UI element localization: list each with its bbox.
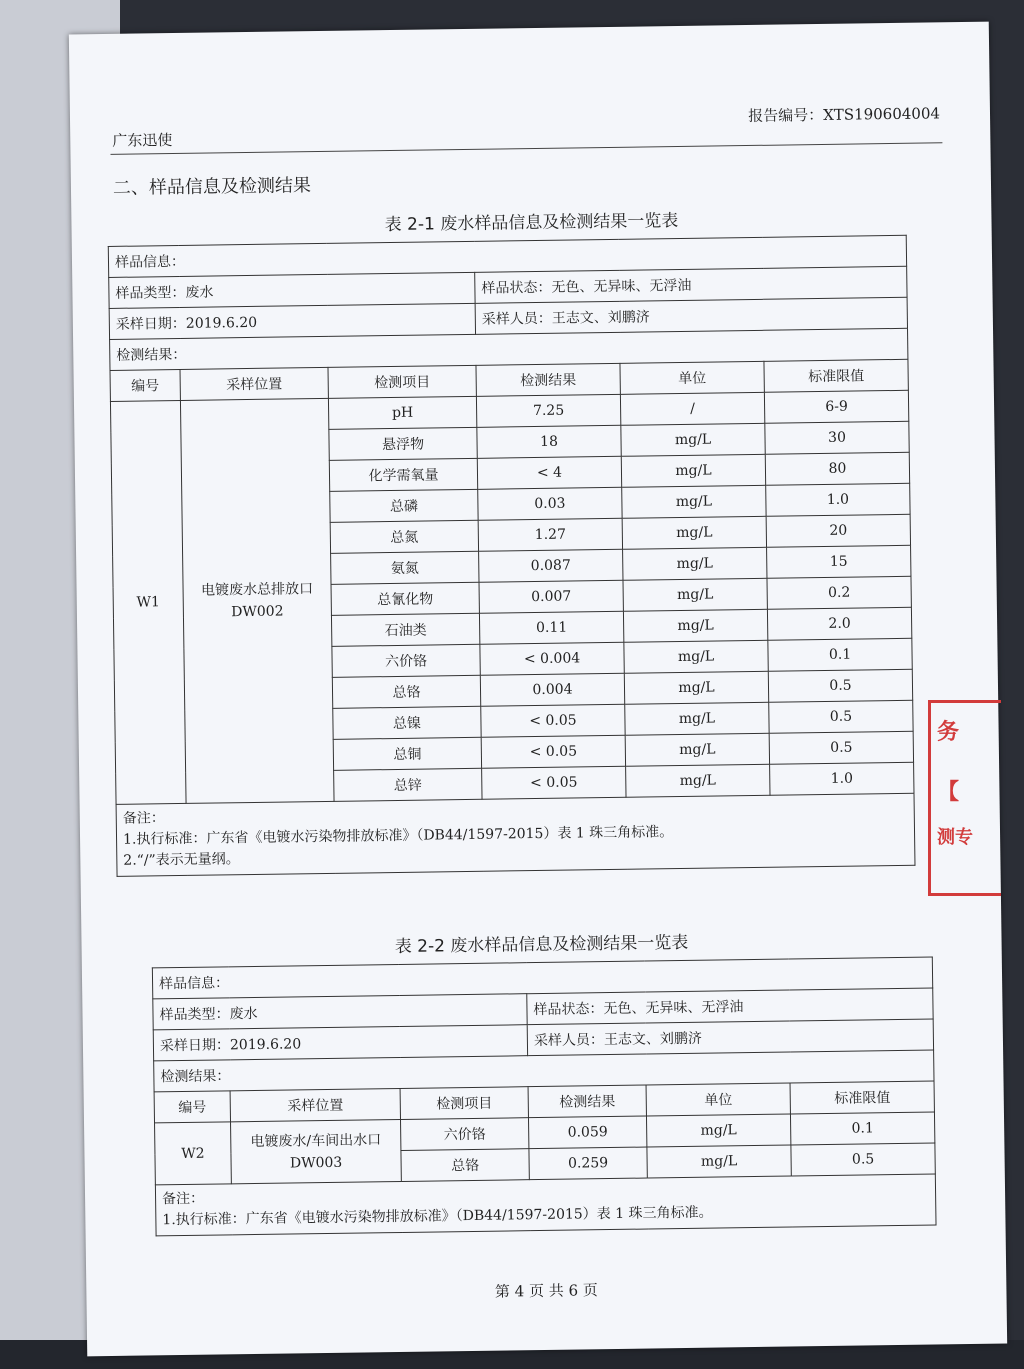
table2-sample-type: 样品类型：废水 — [153, 994, 527, 1030]
table1-unit: mg/L — [623, 609, 767, 642]
table1-limit: 15 — [767, 545, 911, 578]
table1-limit: 20 — [766, 514, 910, 547]
table2-col-header: 采样位置 — [230, 1088, 400, 1121]
table1-limit: 0.5 — [769, 731, 913, 764]
table1-result: 0.004 — [480, 673, 624, 706]
table1-result: 1.27 — [478, 518, 622, 551]
table1-result: 7.25 — [476, 394, 620, 427]
table1-unit: mg/L — [625, 733, 769, 766]
table2-limit: 0.1 — [790, 1112, 934, 1145]
table2-note-label: 备注： — [161, 1190, 205, 1208]
table2-title: 表 2-2 废水样品信息及检测结果一览表 — [394, 932, 689, 958]
table1-item: 总铜 — [333, 737, 481, 770]
table1 — [108, 235, 916, 877]
page-footer: 第 4 页 共 6 页 — [494, 1281, 598, 1301]
table1-sampler: 采样人员：王志文、刘鹏济 — [475, 297, 907, 334]
table1-note: 1.执行标准：广东省《电镀水污染物排放标准》（DB44/1597-2015）表 1 珠三角标准。 — [122, 824, 674, 848]
table1-item: 石油类 — [331, 613, 479, 646]
table2-unit: mg/L — [647, 1145, 791, 1178]
table1-note-label: 备注： — [122, 810, 165, 827]
table1-item: 六价铬 — [332, 644, 480, 677]
table1-results-label: 检测结果： — [110, 328, 908, 370]
table1-sample-state: 样品状态：无色、无异味、无浮油 — [475, 266, 907, 303]
table1-result: 0.007 — [479, 580, 623, 613]
table1-item: 氨氮 — [331, 551, 479, 584]
table1-item: 总磷 — [330, 489, 478, 522]
red-stamp — [928, 700, 1001, 896]
table2-sample-state: 样品状态：无色、无异味、无浮油 — [527, 988, 933, 1025]
table1-result: < 0.05 — [481, 735, 625, 768]
table2-notes — [155, 1174, 936, 1236]
table1-limit: 0.5 — [769, 700, 913, 733]
table1-col-header: 检测项目 — [328, 365, 476, 398]
table1-notes — [116, 793, 915, 876]
table1-col-header: 编号 — [110, 369, 180, 401]
company-name: 广东迅使 — [112, 131, 173, 150]
section-title: 二、样品信息及检测结果 — [112, 175, 312, 199]
table1-item: 总锌 — [334, 768, 482, 801]
table1-item: 化学需氧量 — [329, 458, 477, 491]
table1-note: 2.“/”表示无量纲。 — [123, 851, 240, 869]
table1-unit: mg/L — [621, 454, 765, 487]
table1-limit: 30 — [765, 421, 909, 454]
table1-limit: 2.0 — [767, 607, 911, 640]
table2 — [152, 957, 937, 1237]
table2-sampler: 采样人员：王志文、刘鹏济 — [527, 1019, 933, 1056]
table2-sample-date: 采样日期：2019.6.20 — [153, 1025, 527, 1061]
table2-result: 0.059 — [528, 1116, 646, 1149]
table1-unit: mg/L — [623, 578, 767, 611]
table1-result: < 4 — [477, 456, 621, 489]
table1-result: 0.087 — [479, 549, 623, 582]
table2-col-header: 检测结果 — [528, 1085, 646, 1118]
table1-item: pH — [328, 396, 476, 429]
table1-result: < 0.05 — [481, 704, 625, 737]
table1-item: 总氮 — [330, 520, 478, 553]
stamp-text: 测专 — [937, 827, 973, 848]
table1-limit: 80 — [765, 452, 909, 485]
table1-item: 总铬 — [332, 675, 480, 708]
table2-location: 电镀废水/车间出水口 DW003 — [231, 1119, 402, 1183]
table1-result: 0.11 — [479, 611, 623, 644]
table2-col-header: 标准限值 — [790, 1081, 934, 1114]
table1-unit: / — [620, 392, 764, 425]
table2-col-header: 单位 — [646, 1083, 790, 1116]
table1-title: 表 2-1 废水样品信息及检测结果一览表 — [384, 210, 679, 236]
table2-item: 六价铬 — [400, 1118, 528, 1151]
table1-limit: 0.1 — [768, 638, 912, 671]
header-divider — [110, 142, 942, 155]
table2-note: 1.执行标准：广东省《电镀水污染物排放标准》（DB44/1597-2015）表 1 珠三角标准。 — [162, 1204, 713, 1229]
table1-col-header: 标准限值 — [764, 359, 908, 392]
report-number: 报告编号：XTS190604004 — [748, 104, 941, 126]
table1-unit: mg/L — [622, 485, 766, 518]
table1-sample-type: 样品类型：废水 — [109, 272, 475, 308]
table1-unit: mg/L — [625, 702, 769, 735]
table1-limit: 1.0 — [766, 483, 910, 516]
table1-limit: 0.2 — [767, 576, 911, 609]
table1-result: 0.03 — [478, 487, 622, 520]
table2-col-header: 编号 — [154, 1091, 230, 1123]
table1-sample-date: 采样日期：2019.6.20 — [109, 303, 475, 339]
table2-sample-info-label: 样品信息： — [152, 957, 932, 999]
table1-sample-info-label: 样品信息： — [108, 235, 906, 277]
table1-unit: mg/L — [622, 516, 766, 549]
table1-unit: mg/L — [626, 764, 770, 797]
table1-unit: mg/L — [624, 671, 768, 704]
table1-limit: 6-9 — [764, 390, 908, 423]
table1-sample-id: W1 — [110, 400, 186, 804]
table1-unit: mg/L — [624, 640, 768, 673]
table2-results-label: 检测结果： — [154, 1050, 934, 1092]
stamp-text: 务 — [937, 719, 960, 745]
table2-col-header: 检测项目 — [400, 1087, 528, 1120]
table1-item: 总氰化物 — [331, 582, 479, 615]
table1-location: 电镀废水总排放口 DW002 — [180, 398, 334, 803]
table1-limit: 1.0 — [770, 762, 914, 795]
document-page — [69, 22, 1007, 1357]
table1-unit: mg/L — [623, 547, 767, 580]
table1-result: < 0.004 — [480, 642, 624, 675]
table1-result: < 0.05 — [482, 766, 626, 799]
table1-col-header: 采样位置 — [180, 367, 328, 400]
table2-unit: mg/L — [646, 1114, 790, 1147]
table1-item: 悬浮物 — [329, 427, 477, 460]
table2-result: 0.259 — [529, 1147, 647, 1180]
table1-col-header: 检测结果 — [476, 363, 620, 396]
table1-unit: mg/L — [621, 423, 765, 456]
stamp-text: 【 — [937, 779, 960, 805]
table2-limit: 0.5 — [791, 1143, 935, 1176]
table1-limit: 0.5 — [768, 669, 912, 702]
table1-result: 18 — [477, 425, 621, 458]
table1-col-header: 单位 — [620, 361, 764, 394]
table2-sample-id: W2 — [155, 1122, 232, 1185]
table2-item: 总铬 — [401, 1149, 529, 1182]
table1-item: 总镍 — [333, 706, 481, 739]
